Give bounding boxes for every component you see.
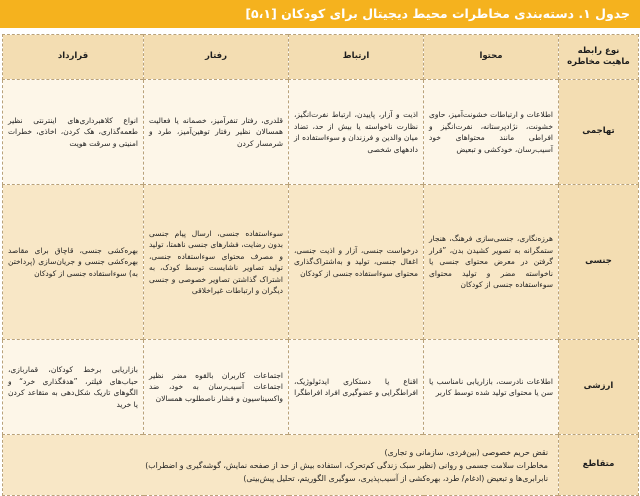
cell-conduct: سوءاستفاده جنسی، ارسال پیام جنسی بدون رضایت، فشارهای جنسی ناهمتا، تولید و مصرف محتوای سوءاستفاده جنسی، تولید تصاویر ناشایست توسط کودک، به اشتراک گذاشتن تصاویر خصوصی و جنسی دیگران و ارتباطات غیراخلاقی bbox=[144, 185, 289, 340]
cell-content: اطلاعات نادرست، بازاریابی نامناسب یا سن یا محتوای تولید شده توسط کاربر bbox=[424, 340, 559, 435]
header-contract: قرارداد bbox=[3, 35, 144, 80]
cell-contact: اذیت و آزار، پاییدن، ارتباط نفرت‌انگیز، نظارت ناخواسته یا بیش از حد، تضاد میان والدین و فرزندان و سوءاستفاده از دادههای شخصی bbox=[289, 80, 424, 185]
cell-contract: بهره‌کشی جنسی، قاچاق برای مقاصد بهره‌کشی جنسی و جریان‌سازی (پرداختن به) سوءاستفاده جنسی از کودکان bbox=[3, 185, 144, 340]
table-row bbox=[3, 185, 639, 340]
header-row bbox=[3, 35, 639, 80]
row-category: متقاطع bbox=[559, 435, 639, 496]
table-row bbox=[3, 435, 639, 496]
header-conduct: رفتار bbox=[144, 35, 289, 80]
cell-contract: بازاریابی برخط کودکان، قماربازی، حباب‌های فیلتر، ”هدفگذاری خرد“ و الگوهای تاریک شکل‌دهی به متقاعد کردن یا خرید bbox=[3, 340, 144, 435]
risk-table bbox=[2, 34, 639, 496]
cell-contact: اقناع یا دستکاری ایدئولوژیک، افراطگرایی و عضوگیری افراد افراطگرا bbox=[289, 340, 424, 435]
row-category: جنسی bbox=[559, 185, 639, 340]
header-contact: ارتباط bbox=[289, 35, 424, 80]
table-caption: جدول ۱. دسته‌بندی مخاطرات محیط دیجیتال برای کودکان [۵،۱] bbox=[0, 0, 640, 28]
table-row bbox=[3, 80, 639, 185]
row-category: ارزشی bbox=[559, 340, 639, 435]
row-category: تهاجمی bbox=[559, 80, 639, 185]
cross-line: نابرابری‌ها و تبعیض (ادغام/ طرد، بهره‌کشی از آسیب‌پذیری، سوگیری الگوریتم، تحلیل پیش‌بینی) bbox=[243, 473, 548, 483]
header-content: محتوا bbox=[424, 35, 559, 80]
cell-contract: انواع کلاهبرداری‌های اینترنتی نظیر طعمه‌گذاری، هک کردن، اخاذی، خطرات امنیتی و سرقت هویت bbox=[3, 80, 144, 185]
cell-contact: درخواست جنسی، آزار و اذیت جنسی، اغفال جنسی، تولید و به‌اشتراک‌گذاری محتوای سوءاستفاده جنسی از کودکان bbox=[289, 185, 424, 340]
cell-content: اطلاعات و ارتباطات خشونت‌آمیز، حاوی خشونت، نژادپرستانه، نفرت‌انگیز و افراطی مانند محتواهای خود آسیب‌رسان، خودکشی و تبعیض bbox=[424, 80, 559, 185]
cell-conduct: اجتماعات کاربران بالقوه مضر نظیر اجتماعات آسیب‌رسان به خود، ضد واکسیناسیون و فشار ناصطلوب همسالان bbox=[144, 340, 289, 435]
cell-conduct: قلدری، رفتار تنفرآمیز، خصمانه یا فعالیت همسالان نظیر رفتار توهین‌آمیز، طرد و شرمسار کردن bbox=[144, 80, 289, 185]
header-type: نوع رابطه ماهیت مخاطره bbox=[559, 35, 639, 80]
cross-line: نقض حریم خصوصی (بین‌فردی، سازمانی و تجاری) bbox=[384, 447, 548, 457]
cell-content: هرزه‌نگاری، جنسی‌سازی فرهنگ، هنجار ستمگرانه به تصویر کشیدن بدن، ”قرار گرفتن در معرض محتوای جنسی یا ناخواسته مضر و تولید محتوای سوءاستفاده جنسی از کودکان bbox=[424, 185, 559, 340]
cross-line: مخاطرات سلامت جسمی و روانی (نظیر سبک زندگی کم‌تحرک، استفاده بیش از حد از صفحه نمایش، گوشه‌گیری و اضطراب) bbox=[145, 460, 548, 470]
cross-cell bbox=[3, 435, 559, 496]
table-row bbox=[3, 340, 639, 435]
